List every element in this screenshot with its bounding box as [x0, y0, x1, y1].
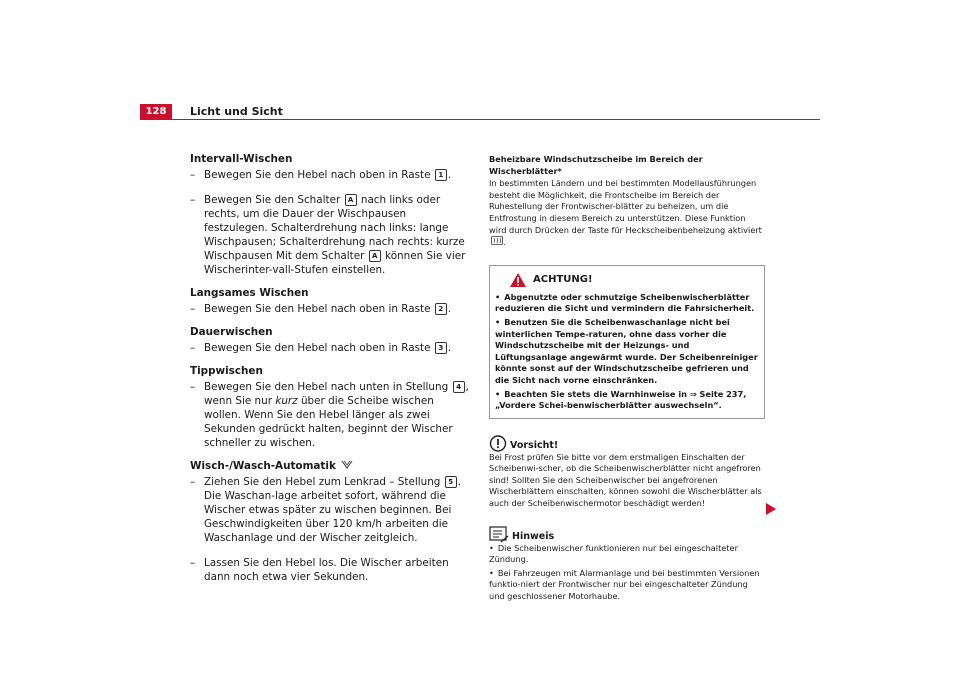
tipp-title: Tippwischen [190, 365, 263, 377]
wasch-title: Wisch-/Wasch-Automatik [190, 459, 470, 473]
caution-text: Bei Frost prüfen Sie bitte vor dem erstmaligen Einschalten der Scheibenwi-scher, ob die Scheibenwischerblätter nicht angefroren sind! Sollten Sie den Scheibenwischer bei angefrorenen Wischerblättern einschalten, können sowohl die Wischerblätter als auch der Scheibenwischermotor beschädigt werden! [489, 451, 762, 509]
heated-title: Beheizbare Windschutzscheibe im Bereich der Wischerblätter* [489, 154, 703, 176]
position-badge: 5 [445, 476, 457, 488]
rain-sensor-icon [341, 460, 353, 469]
intervall-item-2: – Bewegen Sie den Schalter A nach links oder rechts, um die Dauer der Wischpausen festzulegen. Schalterdrehung nach links: lange Wischpausen; Schalterdrehung nach rechts: kurze Wischpausen Mit dem Schalter A können Sie vier Wischerinter-vall-Stufen einstellen. [190, 194, 466, 276]
left-column [190, 152, 470, 584]
caution-icon [489, 435, 507, 452]
page-number: 128 [140, 104, 172, 119]
note-hand-icon [489, 526, 509, 543]
note-header: Hinweis [489, 523, 765, 543]
switch-badge: A [369, 250, 381, 262]
intervall-item-1: – Bewegen Sie den Hebel nach oben in Raste 1 . [190, 169, 452, 181]
tipp-item: – Bewegen Sie den Hebel nach unten in Stellung 4 , wenn Sie nur kurz über die Scheibe wischen wollen. Wenn Sie den Hebel länger als zwei Sekunden gedrückt halten, beginnt der Wischer schneller zu wischen. [190, 381, 469, 449]
langsam-item: – Bewegen Sie den Hebel nach oben in Raste 2 . [190, 303, 452, 315]
langsam-title: Langsames Wischen [190, 287, 309, 299]
warning-bullet: • Beachten Sie stets die Warnhinweise in ⇒ Seite 237, „Vordere Schei-benwischerblätter auswechseln“. [495, 388, 747, 411]
warning-triangle-icon [509, 272, 527, 288]
dauer-title: Dauerwischen [190, 326, 273, 338]
position-badge: 4 [453, 381, 465, 393]
dauer-item: – Bewegen Sie den Hebel nach oben in Raste 3 . [190, 342, 452, 354]
warning-bullet: • Benutzen Sie die Scheibenwaschanlage nicht bei winterlichen Tempe-raturen, ohne dass vorher die Windschutzscheibe mit der Heizungs- und Lüftungsanlage angewärmt wurde. Der Scheibenreiniger könnte sonst auf der Windschutzscheibe gefrieren und die Sicht nach vorne einschränken. [495, 316, 758, 385]
caution-header: Vorsicht! [489, 432, 765, 452]
note-bullet: • Die Scheibenwischer funktionieren nur bei eingeschalteter Zündung. [489, 542, 738, 565]
note-bullet: • Bei Fahrzeugen mit Alarmanlage und bei bestimmten Versionen funktio-niert der Frontwischer nur bei eingeschalteter Zündung und geschlossener Motorhaube. [489, 567, 760, 602]
heated-text: In bestimmten Ländern und bei bestimmten Modellausführungen besteht die Möglichkeit, die Frontscheibe im Bereich der Ruhestellung der Frontwischer-blätter zu beheizen, um die Entfrostung in diesem Bereich zu unterstützen. Diese Funktion wird durch Drücken der Taste für Heckscheibenbeheizung aktiviert . [489, 178, 762, 248]
position-badge: 2 [435, 303, 447, 315]
right-column [489, 154, 765, 605]
header-rule [140, 119, 820, 120]
warning-header: ACHTUNG! [495, 270, 759, 290]
position-badge: 3 [435, 342, 447, 354]
warning-bullet: • Abgenutzte oder schmutzige Scheibenwischerblätter reduzieren die Sicht und vermindern die Fahrsicherheit. [495, 291, 755, 314]
switch-badge: A [345, 194, 357, 206]
wasch-item-1: – Ziehen Sie den Hebel zum Lenkrad – Stellung 5 . Die Waschan-lage arbeitet sofort, während die Wischer etwas später zu wischen beginnen. Bei Geschwindigkeiten über 120 km/h arbeiten die Waschanlage und der Wischer zeitgleich. [190, 476, 462, 544]
next-page-arrow-icon[interactable] [766, 503, 776, 515]
position-badge: 1 [435, 169, 447, 181]
heated-window-icon [491, 236, 503, 245]
chapter-title: Licht und Sicht [190, 105, 283, 118]
intervall-title: Intervall-Wischen [190, 153, 293, 165]
warning-box [489, 265, 765, 419]
wasch-item-2: – Lassen Sie den Hebel los. Die Wischer arbeiten dann noch etwa vier Sekunden. [190, 557, 449, 583]
